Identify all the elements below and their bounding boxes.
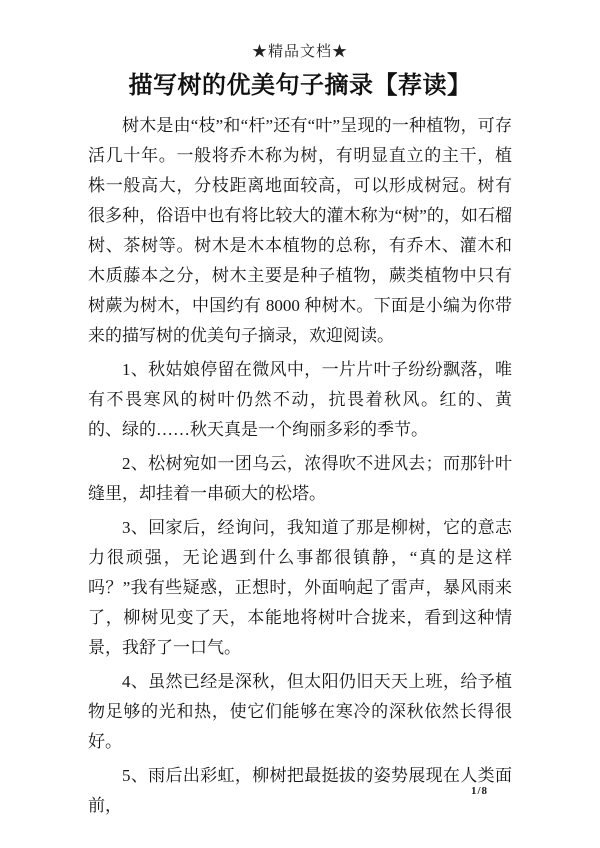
intro-paragraph: 树木是由“枝”和“杆”还有“叶”呈现的一种植物，可存活几十年。一般将乔木称为树，有明显直立的主干，植株一般高大，分枝距离地面较高，可以形成树冠。树有很多种，俗语中也有将比较大的灌木称为“树”的，如石榴树、茶树等。树木是木本植物的总称，有乔木、灌木和木质藤本之分，树木主要是种子植物，蕨类植物中只有树蕨为树木，中国约有 8000 种树木。下面是小编为你带来的描写树的优美句子摘录，欢迎阅读。 [88, 116, 512, 345]
sentence-item-1: 1、秋姑娘停留在微风中，一片片叶子纷纷飘落，唯有不畏寒风的树叶仍然不动，抗畏着秋风。红的、黄的、绿的……秋天真是一个绚丽多彩的季节。 [88, 360, 512, 439]
document-body [88, 111, 512, 821]
sentence-item-3: 3、回家后，经询问，我知道了那是柳树，它的意志力很顽强，无论遇到什么事都很镇静，“真的是这样吗？”我有些疑惑，正想时，外面响起了雷声，暴风雨来了，柳树见变了天，本能地将树叶合拢来，看到这种情景，我舒了一口气。 [88, 518, 512, 657]
sentence-item-5: 5、雨后出彩虹，柳树把最挺拔的姿势展现在人类面前， [88, 766, 512, 815]
sentence-item-4: 4、虽然已经是深秋，但太阳仍旧天天上班，给予植物足够的光和热，使它们能够在寒冷的深秋依然长得很好。 [88, 672, 512, 751]
page-title: 描写树的优美句子摘录【荐读】 [128, 73, 472, 99]
document-header: ★精品文档★ [251, 44, 348, 60]
page-number: 1/8 [470, 785, 488, 797]
sentence-item-2: 2、松树宛如一团乌云，浓得吹不进风去；而那针叶缝里，却挂着一串硕大的松塔。 [88, 454, 512, 503]
